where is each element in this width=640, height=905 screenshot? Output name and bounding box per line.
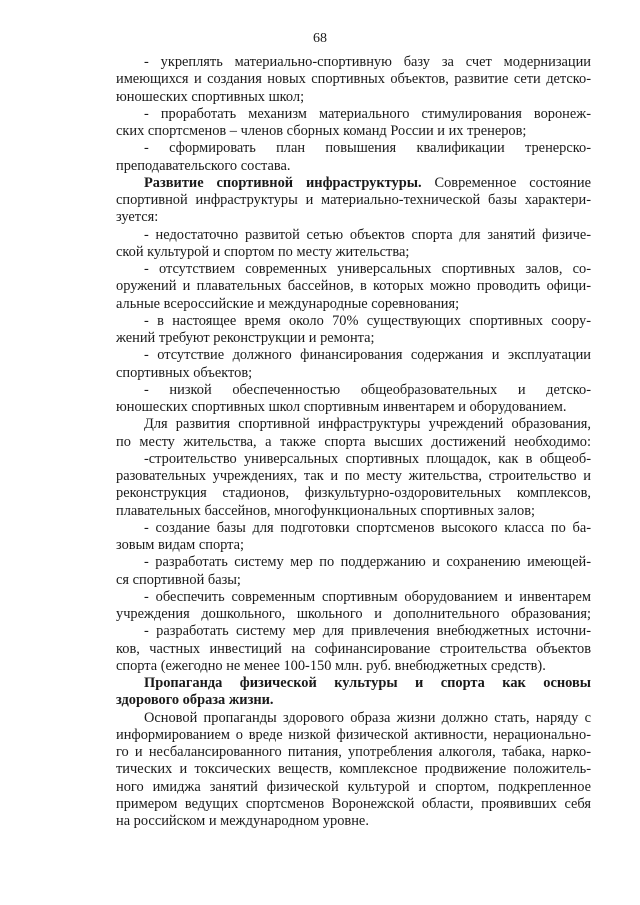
bold-heading-text: Пропаганда физической культуры и спорта как основы [144, 675, 591, 691]
text-line: на российском и международном уровне. [116, 813, 369, 829]
text-line: - отсутствием современных универсальных спортивных залов, со- [144, 261, 591, 277]
text-line: ного имиджа занятий физической культурой и спортом, подкрепленное [116, 778, 591, 795]
text-line: альные всероссийские и международные соревнования; [116, 295, 460, 312]
bold-heading-text: Развитие спортивной инфраструктуры. [144, 174, 422, 191]
text-segment: Современное состояние [421, 174, 591, 191]
page-number: 68 [313, 31, 327, 46]
text-line: учреждения дошкольного, школьного и дополнительного образования; [116, 606, 591, 622]
text-line: примером ведущих спортсменов Воронежской области, проявивших себя [116, 795, 591, 812]
text-line: - в настоящее время около 70% существующих спортивных соору- [144, 312, 591, 329]
text-line: реконструкция стадионов, физкультурно-оздоровительных комплексов, [116, 485, 591, 502]
text-line [116, 175, 591, 192]
text-line: - разработать систему мер для привлечения внебюджетных источни- [144, 623, 591, 640]
text-line: - создание базы для подготовки спортсменов высокого класса по ба- [144, 519, 591, 536]
text-line: спортивных объектов; [116, 364, 253, 381]
text-line: - недостаточно развитой сетью объектов спорта для занятий физиче- [144, 226, 591, 243]
text-line: информированием о вреде низкой физической активности, нерационально- [116, 726, 591, 743]
text-line [116, 675, 591, 692]
text-line: оружений и плавательных бассейнов, в которых можно проводить офици- [116, 278, 591, 295]
document-body [116, 54, 591, 830]
text-line [116, 692, 591, 709]
text-line: го и несбалансированного питания, употребления алкоголя, табака, нарко- [116, 744, 591, 760]
text-line: спорта (ежегодно не менее 100-150 млн. руб. внебюджетных средств). [116, 657, 546, 674]
text-line: спортивной инфраструктуры и материально-технической базы характери- [116, 192, 591, 208]
text-line: разовательных учреждениях, так и по месту жительства, строительство и [116, 468, 591, 484]
text-line: - сформировать план повышения квалификации тренерско- [144, 140, 591, 157]
text-line: зуется: [116, 209, 159, 226]
text-line: преподавательского состава. [116, 157, 291, 174]
text-line: Для развития спортивной инфраструктуры учреждений образования, [144, 416, 591, 433]
text-line: юношеских спортивных школ спортивным инвентарем и оборудованием. [116, 399, 567, 415]
text-line: - разработать систему мер по поддержанию и сохранению имеющей- [144, 554, 591, 571]
text-line: по месту жительства, а также спорта высших достижений необходимо: [116, 433, 591, 450]
text-line: тических и токсических веществ, комплексное продвижение положитель- [116, 761, 591, 778]
text-line: - обеспечить современным спортивным оборудованием и инвентарем [144, 588, 591, 605]
text-line: - проработать механизм материального стимулирования воронеж- [144, 105, 591, 122]
text-line: Основой пропаганды здорового образа жизни должно стать, наряду с [144, 709, 591, 726]
text-line: ся спортивной базы; [116, 571, 241, 588]
text-line: имеющихся и создания новых спортивных объектов, развитие сети детско- [116, 71, 591, 88]
text-line: ской культурой и спортом по месту жительства; [116, 243, 410, 260]
text-line: ков, частных инвестиций на софинансирование строительства объектов [116, 640, 591, 657]
text-line: ских спортсменов – членов сборных команд России и их тренеров; [116, 123, 527, 139]
text-line: - укреплять материально-спортивную базу за счет модернизации [144, 54, 591, 70]
text-line: плавательных бассейнов, многофункциональных спортивных залов; [116, 502, 536, 519]
bold-heading-text: здорового образа жизни. [116, 692, 274, 709]
text-line: зовым видам спорта; [116, 537, 245, 553]
text-line: - низкой обеспеченностью общеобразовательных и детско- [144, 381, 591, 398]
text-line: -строительство универсальных спортивных площадок, как в общеоб- [144, 450, 591, 467]
text-line: - отсутствие должного финансирования содержания и эксплуатации [144, 347, 591, 364]
text-line: жений требуют реконструкции и ремонта; [116, 330, 375, 346]
text-line: юношеских спортивных школ; [116, 88, 305, 105]
